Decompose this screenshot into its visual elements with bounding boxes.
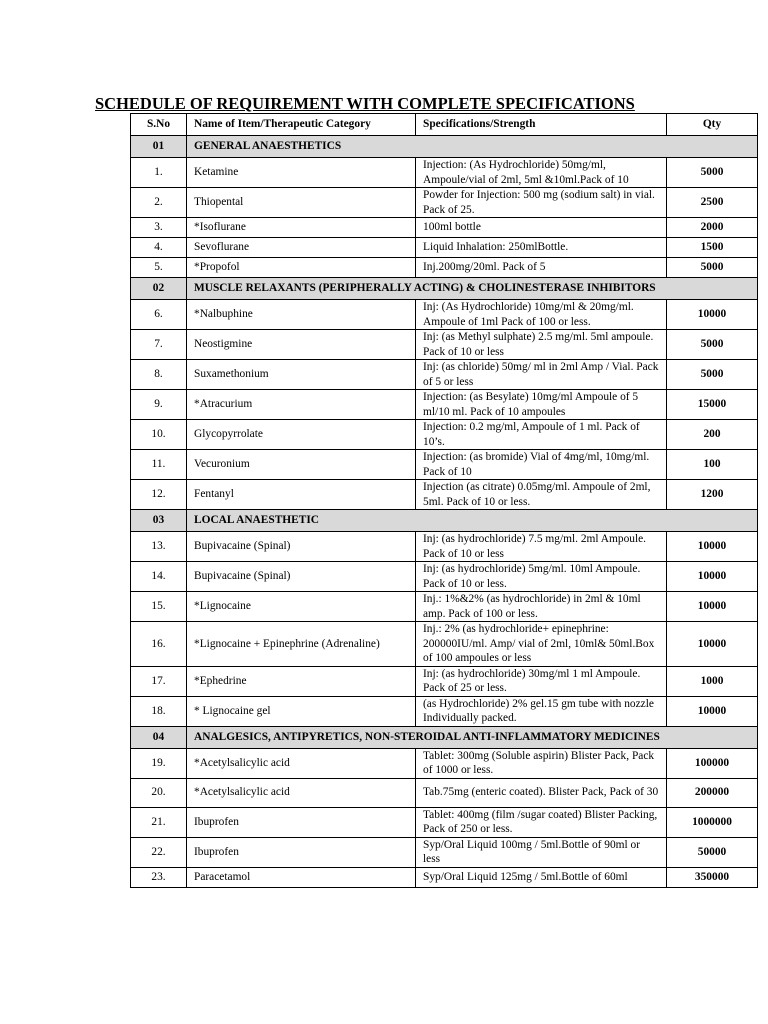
row-qty: 15000: [667, 390, 758, 420]
row-spec: Injection (as citrate) 0.05mg/ml. Ampoule of 2ml, 5ml. Pack of 10 or less.: [416, 480, 667, 510]
category-row: [131, 510, 758, 532]
row-sno: 19.: [131, 748, 187, 778]
row-qty: 10000: [667, 300, 758, 330]
table-row: [131, 450, 758, 480]
row-qty: 50000: [667, 837, 758, 867]
row-spec: Inj: (as chloride) 50mg/ ml in 2ml Amp / Vial. Pack of 5 or less: [416, 360, 667, 390]
row-qty: 10000: [667, 562, 758, 592]
category-name: LOCAL ANAESTHETIC: [187, 510, 758, 532]
table-row: [131, 867, 758, 887]
row-spec: Injection: (as bromide) Vial of 4mg/ml, 10mg/ml. Pack of 10: [416, 450, 667, 480]
row-spec: Injection: 0.2 mg/ml, Ampoule of 1 ml. Pack of 10’s.: [416, 420, 667, 450]
row-item-name: *Atracurium: [187, 390, 416, 420]
table-row: [131, 696, 758, 726]
row-qty: 1000: [667, 666, 758, 696]
table-row: [131, 158, 758, 188]
row-qty: 100000: [667, 748, 758, 778]
row-sno: 12.: [131, 480, 187, 510]
row-qty: 10000: [667, 532, 758, 562]
row-spec: Tablet: 400mg (film /sugar coated) Blister Packing, Pack of 250 or less.: [416, 807, 667, 837]
category-number: 02: [131, 278, 187, 300]
table-row: [131, 532, 758, 562]
row-item-name: *Lignocaine: [187, 592, 416, 622]
row-qty: 10000: [667, 696, 758, 726]
row-qty: 1500: [667, 238, 758, 258]
row-qty: 2500: [667, 188, 758, 218]
row-qty: 5000: [667, 330, 758, 360]
row-item-name: *Propofol: [187, 258, 416, 278]
row-item-name: *Ephedrine: [187, 666, 416, 696]
row-sno: 17.: [131, 666, 187, 696]
category-name: MUSCLE RELAXANTS (PERIPHERALLY ACTING) & CHOLINESTERASE INHIBITORS: [187, 278, 758, 300]
page-title: SCHEDULE OF REQUIREMENT WITH COMPLETE SPECIFICATIONS: [95, 94, 635, 113]
row-sno: 22.: [131, 837, 187, 867]
row-sno: 23.: [131, 867, 187, 887]
category-row: [131, 726, 758, 748]
row-sno: 21.: [131, 807, 187, 837]
row-spec: Tablet: 300mg (Soluble aspirin) Blister Pack, Pack of 1000 or less.: [416, 748, 667, 778]
category-number: 04: [131, 726, 187, 748]
row-item-name: *Acetylsalicylic acid: [187, 778, 416, 807]
row-item-name: Bupivacaine (Spinal): [187, 532, 416, 562]
table-header-row: [131, 114, 758, 136]
column-header-qty: Qty: [667, 114, 758, 136]
row-spec: Inj: (As Hydrochloride) 10mg/ml & 20mg/ml. Ampoule of 1ml Pack of 100 or less.: [416, 300, 667, 330]
row-item-name: *Acetylsalicylic acid: [187, 748, 416, 778]
category-name: ANALGESICS, ANTIPYRETICS, NON-STEROIDAL ANTI-INFLAMMATORY MEDICINES: [187, 726, 758, 748]
column-header-sno: S.No: [131, 114, 187, 136]
row-item-name: Vecuronium: [187, 450, 416, 480]
table-row: [131, 592, 758, 622]
row-spec: Inj.200mg/20ml. Pack of 5: [416, 258, 667, 278]
row-sno: 1.: [131, 158, 187, 188]
row-spec: Injection: (as Besylate) 10mg/ml Ampoule of 5 ml/10 ml. Pack of 10 ampoules: [416, 390, 667, 420]
table-row: [131, 807, 758, 837]
row-sno: 8.: [131, 360, 187, 390]
table-row: [131, 218, 758, 238]
row-spec: 100ml bottle: [416, 218, 667, 238]
row-qty: 200000: [667, 778, 758, 807]
row-qty: 10000: [667, 592, 758, 622]
row-spec: Syp/Oral Liquid 100mg / 5ml.Bottle of 90ml or less: [416, 837, 667, 867]
row-sno: 6.: [131, 300, 187, 330]
row-item-name: * Lignocaine gel: [187, 696, 416, 726]
row-qty: 200: [667, 420, 758, 450]
table-row: [131, 837, 758, 867]
row-sno: 15.: [131, 592, 187, 622]
row-qty: 1200: [667, 480, 758, 510]
table-row: [131, 480, 758, 510]
row-item-name: *Lignocaine + Epinephrine (Adrenaline): [187, 622, 416, 667]
row-sno: 9.: [131, 390, 187, 420]
row-spec: Injection: (As Hydrochloride) 50mg/ml, Ampoule/vial of 2ml, 5ml &10ml.Pack of 10: [416, 158, 667, 188]
row-spec: Inj.: 1%&2% (as hydrochloride) in 2ml & 10ml amp. Pack of 100 or less.: [416, 592, 667, 622]
row-item-name: Ibuprofen: [187, 807, 416, 837]
row-sno: 5.: [131, 258, 187, 278]
category-row: [131, 278, 758, 300]
row-spec: Powder for Injection: 500 mg (sodium salt) in vial. Pack of 25.: [416, 188, 667, 218]
column-header-name: Name of Item/Therapeutic Category: [187, 114, 416, 136]
row-sno: 3.: [131, 218, 187, 238]
row-spec: (as Hydrochloride) 2% gel.15 gm tube with nozzle Individually packed.: [416, 696, 667, 726]
category-number: 01: [131, 136, 187, 158]
row-spec: Inj.: 2% (as hydrochloride+ epinephrine: 200000IU/ml. Amp/ vial of 2ml, 10ml& 50ml.Box of 100 ampoules or less: [416, 622, 667, 667]
row-spec: Inj: (as hydrochloride) 30mg/ml 1 ml Ampoule. Pack of 25 or less.: [416, 666, 667, 696]
row-qty: 5000: [667, 158, 758, 188]
table-row: [131, 778, 758, 807]
row-sno: 18.: [131, 696, 187, 726]
row-item-name: *Isoflurane: [187, 218, 416, 238]
row-spec: Tab.75mg (enteric coated). Blister Pack, Pack of 30: [416, 778, 667, 807]
row-qty: 5000: [667, 258, 758, 278]
row-qty: 5000: [667, 360, 758, 390]
row-sno: 13.: [131, 532, 187, 562]
row-sno: 4.: [131, 238, 187, 258]
table-row: [131, 188, 758, 218]
row-qty: 350000: [667, 867, 758, 887]
column-header-spec: Specifications/Strength: [416, 114, 667, 136]
row-sno: 7.: [131, 330, 187, 360]
row-sno: 14.: [131, 562, 187, 592]
table-row: [131, 748, 758, 778]
row-sno: 10.: [131, 420, 187, 450]
row-item-name: Suxamethonium: [187, 360, 416, 390]
row-qty: 100: [667, 450, 758, 480]
row-item-name: Sevoflurane: [187, 238, 416, 258]
row-qty: 1000000: [667, 807, 758, 837]
table-row: [131, 666, 758, 696]
row-spec: Syp/Oral Liquid 125mg / 5ml.Bottle of 60ml: [416, 867, 667, 887]
row-sno: 11.: [131, 450, 187, 480]
category-name: GENERAL ANAESTHETICS: [187, 136, 758, 158]
row-item-name: Glycopyrrolate: [187, 420, 416, 450]
table-row: [131, 622, 758, 667]
row-spec: Inj: (as hydrochloride) 5mg/ml. 10ml Ampoule. Pack of 10 or less.: [416, 562, 667, 592]
requirements-table: [130, 113, 758, 888]
category-number: 03: [131, 510, 187, 532]
table-row: [131, 300, 758, 330]
row-spec: Inj: (as hydrochloride) 7.5 mg/ml. 2ml Ampoule. Pack of 10 or less: [416, 532, 667, 562]
row-item-name: Bupivacaine (Spinal): [187, 562, 416, 592]
table-row: [131, 562, 758, 592]
row-item-name: Neostigmine: [187, 330, 416, 360]
table-row: [131, 238, 758, 258]
row-item-name: *Nalbuphine: [187, 300, 416, 330]
row-qty: 10000: [667, 622, 758, 667]
row-spec: Liquid Inhalation: 250mlBottle.: [416, 238, 667, 258]
row-sno: 16.: [131, 622, 187, 667]
row-qty: 2000: [667, 218, 758, 238]
table-row: [131, 420, 758, 450]
table-row: [131, 390, 758, 420]
table-row: [131, 258, 758, 278]
table-row: [131, 360, 758, 390]
category-row: [131, 136, 758, 158]
row-item-name: Thiopental: [187, 188, 416, 218]
row-item-name: Paracetamol: [187, 867, 416, 887]
table-row: [131, 330, 758, 360]
row-sno: 2.: [131, 188, 187, 218]
row-sno: 20.: [131, 778, 187, 807]
row-item-name: Ketamine: [187, 158, 416, 188]
row-item-name: Fentanyl: [187, 480, 416, 510]
row-item-name: Ibuprofen: [187, 837, 416, 867]
row-spec: Inj: (as Methyl sulphate) 2.5 mg/ml. 5ml ampoule. Pack of 10 or less: [416, 330, 667, 360]
